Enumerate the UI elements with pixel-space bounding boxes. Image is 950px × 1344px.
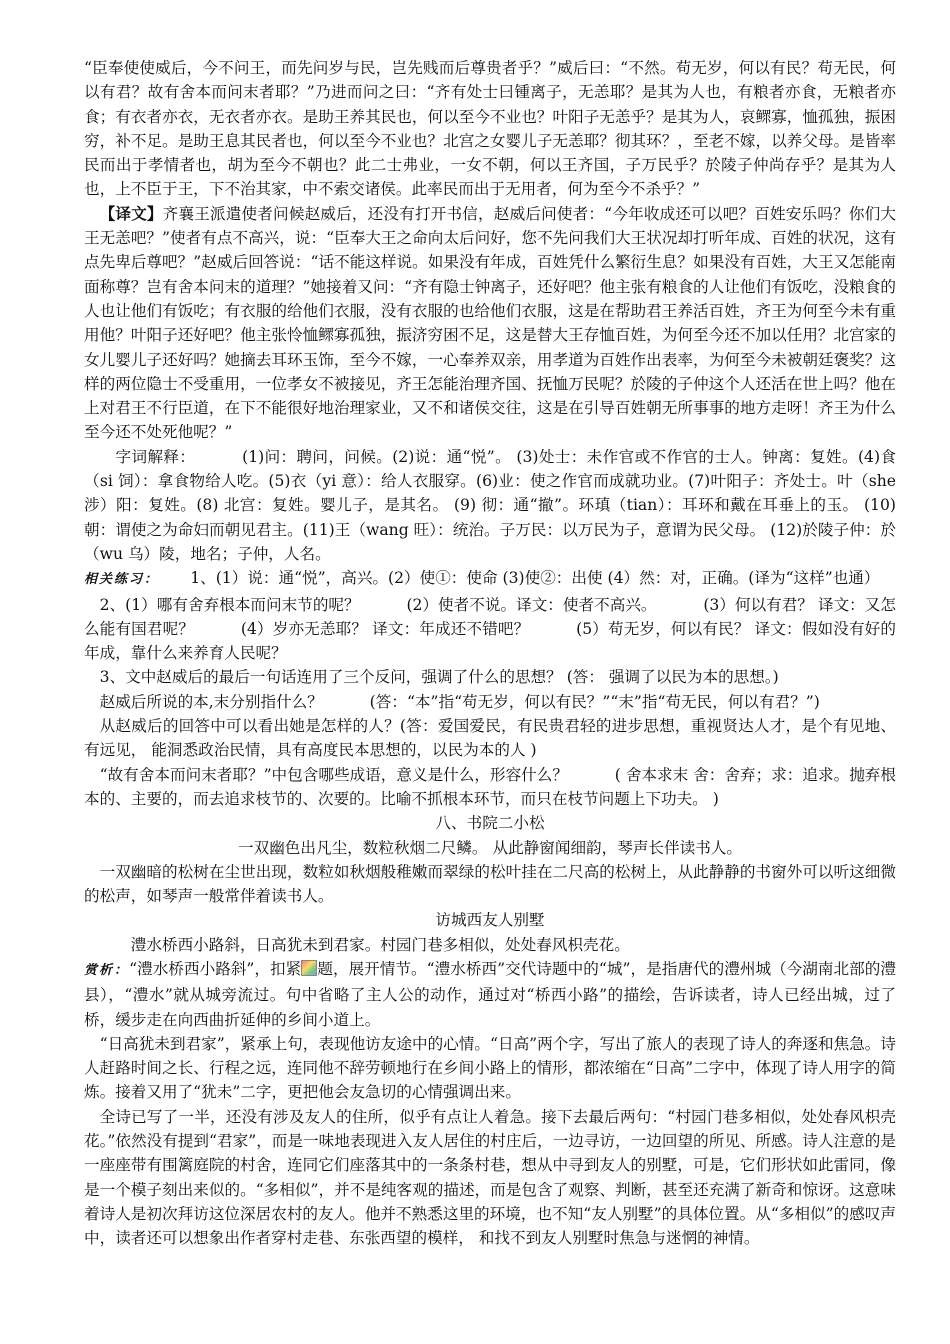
exercise-6-answer: ( 舍本求末 舍：舍弃；求：追求。抛弃根本的、主要的，而去追求枝节的、次要的。比喻不抓根本环节，而只在枝节问题上下功夫。 )	[84, 765, 896, 808]
appreciation-label: 赏析：	[84, 962, 130, 978]
document-page	[84, 56, 896, 1251]
appreciation-paragraph-2: “日高犹未到君家”，紧承上句，表现他访友途中的心情。“日高”两个字，写出了旅人的表现了诗人的奔逐和焦急。诗人赶路时间之长、行程之远，连同他不辞劳顿地行在乡间小路上的情形，都浓缩在“日高”二字中，体现了诗人用字的简炼。接着又用了“犹未”二字，更把他会友急切的心情强调出来。	[84, 1034, 896, 1102]
exercise-4-question: 赵威后所说的本,末分别指什么？	[99, 692, 323, 711]
appreciation-paragraph-1	[84, 957, 896, 1032]
exercise-6	[84, 763, 896, 812]
poem-shuyuan-translation: 一双幽暗的松树在尘世出现，数粒如秋烟般稚嫩而翠绿的松叶挂在二尺高的松树上，从此静静的书窗外可以听这细微的松声，如琴声一般常伴着读书人。	[84, 862, 896, 906]
translation-text: 齐襄王派遣使者问候赵威后，还没有打开书信，赵威后问使者：“今年收成还可以吧？百姓安乐吗？你们大王无恙吧？”使者有点不高兴，说：“臣奉大王之命向太后问好，您不先问我们大王状况却打听年成、百姓的状况，这有点先卑后尊吧？”赵威后回答说：“话不能这样说。如果没有年成，百姓凭什么繁衍生息？如果没有百姓，大王又怎能南面称尊？岂有舍本问末的道理？”她接着又问：“齐有隐士钟离子，还好吧？他主张有粮食的人让他们有饭吃，没粮食的人也让他们有饭吃；有衣服的给他们衣服，没有衣服的也给他们衣服，这是在帮助君王养活百姓，齐王为何至今未有重用他？叶阳子还好吧？他主张怜恤鳏寡孤独，振济穷困不足，这是替大王存恤百姓，为何至今还不加以任用？北宫家的女儿婴儿子还好吗？她摘去耳环玉饰，至今不嫁，一心奉养双亲，用孝道为百姓作出表率，为何至今未被朝廷褒奖？这样的两位隐士不受重用，一位孝女不被接见，齐王怎能治理齐国、抚恤万民呢？於陵的子仲这个人还活在世上吗？他在上对君王不行臣道，在下不能很好地治理家业，又不和诸侯交往，这是在引导百姓朝无所事事的地方走呀！齐王为什么至今还不处死他呢？”	[84, 204, 896, 442]
exercise-4	[84, 690, 896, 714]
exercise-2	[84, 593, 896, 666]
exercise-2-q5: (5）苟无岁，何以有民？ 译文：假如没有好的年成，靠什么来养育人民呢？	[84, 619, 896, 663]
appreciation-1-start: “澧水桥西小路斜”，扣紧	[129, 959, 302, 978]
embedded-image-icon	[301, 960, 317, 976]
section-title-fangcheng: 访城西友人别墅	[435, 911, 545, 930]
exercise-5: 从赵威后的回答中可以看出她是怎样的人？(答：爱国爱民，有民贵君轻的进步思想，重视贤达人才，是个有见地、有远见， 能洞悉政治民情，具有高度民本思想的，以民为本的人 )	[84, 717, 896, 760]
exercise-1-text: 1、(1）说：通“悦”，高兴。(2）使①：使命 (3)使②：出使 (4）然：对，正确。(译为“这样”也通）	[190, 569, 880, 588]
exercise-2-q1: 2、(1）哪有舍弃根本而问末节的呢？	[99, 595, 360, 614]
exercise-2-q3: (3）何以有君？ 译文：又怎么能有国君呢？	[84, 595, 896, 638]
exercise-3: 3、文中赵威后的最后一句话连用了三个反问，强调了什么的思想？ (答： 强调了以民为本的思想。)	[99, 668, 779, 687]
exercise-2-q2: (2）使者不说。译文：使者不高兴。	[406, 595, 657, 614]
glossary-text: (1)问：聘问，问候。(2)说：通“悦”。 (3)处士：未作官或不作官的士人。钟离：复姓。(4)食（si 饲）：拿食物给人吃。(5)衣（yi 意）：给人衣服穿。(6)业：使之作官而成就功业。(7)叶阳子：齐处士。叶（she 涉）阳：复姓。(8) 北宫：复姓。婴儿子，是其名。 (9) 彻：通“撤”。环瑱（tian）：耳环和戴在耳垂上的玉。 (10) 朝：谓使之为命妇而朝见君主。(11)王（wang 旺）：统治。子万民：以万民为子，意谓为民父母。 (12)於陵子仲：於（wu 乌）陵，地名；子仲，人名。	[84, 447, 896, 563]
poem-shuyuan: 一双幽色出凡尘，数粒秋烟二尺鳞。 从此静窗闻细韵，琴声长伴读书人。	[238, 838, 742, 857]
exercise-label: 相关练习：	[84, 572, 160, 588]
classical-text-paragraph: “臣奉使使威后，今不问王，而先问岁与民，岂先贱而后尊贵者乎？”威后曰：“不然。苟无岁，何以有民？苟无民，何以有君？故有舍本而问末者耶？”乃进而问之曰：“齐有处士曰锺离子，无恙耶？是其为人也，有粮者亦食，无粮者亦食；有衣者亦衣，无衣者亦衣。是助王养其民也，何以至今不业也？叶阳子无恙乎？是其为人，哀鳏寡，恤孤独，振困穷，补不足。是助王息其民者也，何以至今不业也？北宫之女婴儿子无恙耶？彻其环？，至老不嫁，以养父母。是皆率民而出于孝情者也，胡为至今不朝也？此二士弗业，一女不朝，何以王齐国，子万民乎？於陵子仲尚存乎？是其为人也，上不臣于王，下不治其家，中不索交诸侯。此率民而出于无用者，何为至今不杀乎？”	[84, 59, 896, 199]
translation-label: 【译文】	[99, 203, 163, 223]
exercise-2-q4: (4）岁亦无恙耶？ 译文：年成还不错吧？	[240, 619, 530, 638]
glossary-label: 字词解释：	[115, 447, 196, 466]
section-title-shuyuan: 八、书院二小松	[435, 814, 545, 833]
exercise-4-answer: (答：“本”指“苟无岁，何以有民？”“末”指“苟无民，何以有君？”)	[369, 692, 820, 711]
exercise-1	[84, 566, 896, 592]
translation-paragraph	[84, 202, 896, 445]
appreciation-1-rest: 题，展开情节。“澧水桥西”交代诗题中的“城”，是指唐代的澧州城（今湖南北部的澧县），“澧水”就从城旁流过。句中省略了主人公的动作，通过对“桥西小路”的描绘，告诉读者，诗人已经出城，过了桥，缓步走在向西曲折延伸的乡间小道上。	[84, 959, 896, 1029]
glossary-paragraph	[84, 445, 896, 566]
poem-fangcheng: 澧水桥西小路斜，日高犹未到君家。村园门巷多相似，处处春风枳壳花。	[130, 935, 630, 954]
exercise-6-question: “故有舍本而问末者耶？”中包含哪些成语，意义是什么，形容什么？	[99, 765, 568, 784]
appreciation-paragraph-3: 全诗已写了一半，还没有涉及友人的住所，似乎有点让人着急。接下去最后两句：“村园门巷多相似，处处春风枳壳花。”依然没有提到“君家”，而是一味地表现进入友人居住的村庄后，一边寻访，一边回望的所见、所感。诗人注意的是一座座带有围篱庭院的村舍，连同它们座落其中的一条条村巷，想从中寻到友人的别墅，可是，它们形状如此雷同，像是一个模子刻出来似的。“多相似”，并不是纯客观的描述，而是包含了观察、判断，甚至还充满了新奇和惊讶。这意味着诗人是初次拜访这位深居农村的友人。他并不熟悉这里的环境，也不知“友人别墅”的具体位置。从“多相似”的感叹声中，读者还可以想象出作者穿村走巷、东张西望的模样， 和找不到友人别墅时焦急与迷惘的神情。	[84, 1107, 896, 1248]
